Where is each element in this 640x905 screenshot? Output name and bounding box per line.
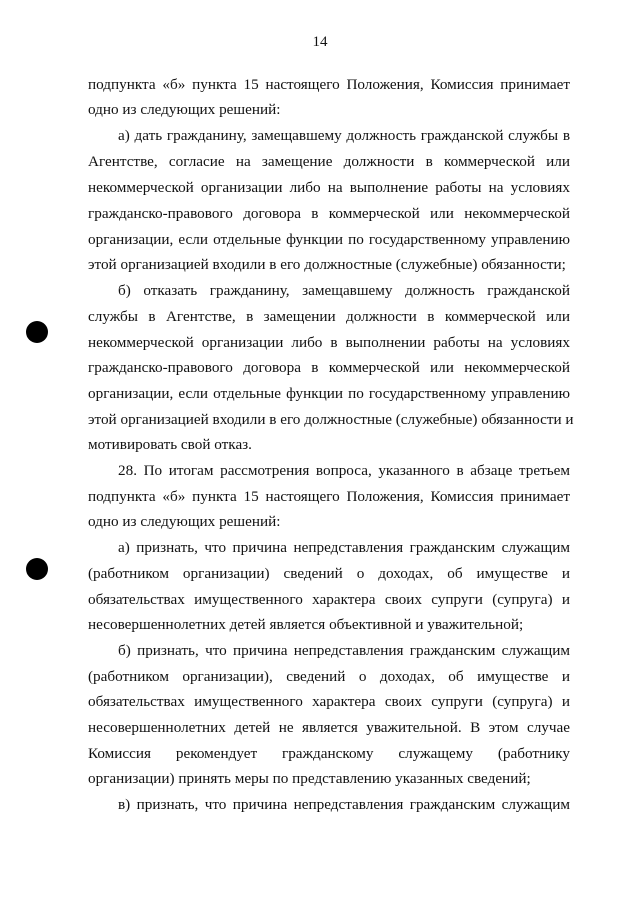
- page-number: 14: [312, 34, 328, 50]
- text-line: обязательствах имущественного характера своих супруги (супруга) и: [88, 693, 570, 710]
- text-line: этой организацией входили в его должностные (служебные) обязанности и: [88, 411, 574, 428]
- text-line: б) отказать гражданину, замещавшему должность гражданской: [118, 282, 570, 299]
- text-line: (работником организации), сведений о доходах, об имуществе и: [88, 668, 570, 685]
- text-line: 28. По итогам рассмотрения вопроса, указанного в абзаце третьем: [118, 462, 570, 479]
- text-line: Комиссия рекомендует гражданскому служащему (работнику: [88, 745, 570, 762]
- text-line: подпункта «б» пункта 15 настоящего Положения, Комиссия принимает: [88, 488, 570, 505]
- text-line: организации, если отдельные функции по государственному управлению: [88, 385, 570, 402]
- text-line: несовершеннолетних детей является объективной и уважительной;: [88, 616, 524, 633]
- text-line: несовершеннолетних детей не является уважительной. В этом случае: [88, 719, 570, 736]
- text-line: гражданско-правового договора в коммерческой или некоммерческой: [88, 359, 570, 376]
- text-line: этой организацией входили в его должностные (служебные) обязанности;: [88, 256, 566, 273]
- text-line: (работником организации) сведений о доходах, об имуществе и: [88, 565, 570, 582]
- text-line: некоммерческой организации либо на выполнение работы на условиях: [88, 179, 570, 196]
- text-line: а) дать гражданину, замещавшему должность гражданской службы в: [118, 127, 570, 144]
- text-line: мотивировать свой отказ.: [88, 436, 252, 453]
- text-line: одно из следующих решений:: [88, 101, 281, 118]
- text-line: организации, если отдельные функции по государственному управлению: [88, 231, 570, 248]
- text-line: а) признать, что причина непредставления гражданским служащим: [118, 539, 570, 556]
- text-line: подпункта «б» пункта 15 настоящего Положения, Комиссия принимает: [88, 76, 570, 93]
- text-line: Агентстве, согласие на замещение должности в коммерческой или: [88, 153, 570, 170]
- text-line: обязательствах имущественного характера своих супруги (супруга) и: [88, 591, 570, 608]
- text-line: в) признать, что причина непредставления гражданским служащим: [118, 796, 570, 813]
- punch-hole-top: [26, 321, 48, 343]
- text-line: службы в Агентстве, в замещении должности в коммерческой или: [88, 308, 570, 325]
- text-line: гражданско-правового договора в коммерческой или некоммерческой: [88, 205, 570, 222]
- punch-hole-bottom: [26, 558, 48, 580]
- text-line: некоммерческой организации либо в выполнении работы на условиях: [88, 334, 570, 351]
- text-line: одно из следующих решений:: [88, 513, 281, 530]
- text-line: организации) принять меры по представлению указанных сведений;: [88, 770, 531, 787]
- text-line: б) признать, что причина непредставления гражданским служащим: [118, 642, 570, 659]
